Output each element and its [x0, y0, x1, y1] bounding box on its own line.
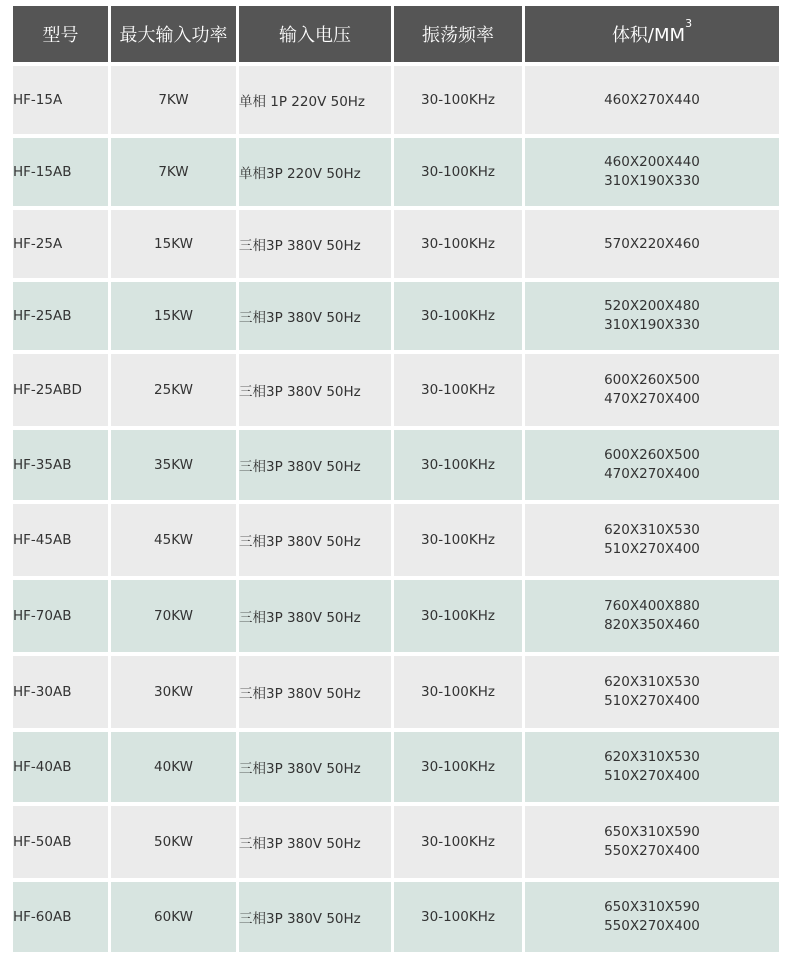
cell-volume	[525, 732, 779, 802]
cell-model: HF-70AB	[13, 580, 108, 652]
cell-model: HF-15AB	[13, 138, 108, 206]
cell-power: 45KW	[111, 504, 236, 576]
volume-line: 550X270X400	[604, 843, 700, 859]
volume-line: 820X350X460	[604, 617, 700, 633]
volume-line: 600X260X500	[604, 372, 700, 388]
cell-volume	[525, 66, 779, 134]
cell-frequency: 30-100KHz	[394, 882, 522, 952]
cell-frequency: 30-100KHz	[394, 806, 522, 878]
volume-line: 620X310X530	[604, 749, 700, 765]
cell-power: 30KW	[111, 656, 236, 728]
cell-voltage: 三相3P 380V 50Hz	[239, 580, 391, 652]
volume-line: 460X200X440	[604, 154, 700, 170]
cell-voltage: 三相3P 380V 50Hz	[239, 210, 391, 278]
volume-line: 470X270X400	[604, 466, 700, 482]
table-row	[13, 66, 779, 134]
cell-power: 60KW	[111, 882, 236, 952]
cell-power: 25KW	[111, 354, 236, 426]
cell-volume	[525, 354, 779, 426]
table-row	[13, 580, 779, 652]
cell-frequency: 30-100KHz	[394, 354, 522, 426]
cell-model: HF-40AB	[13, 732, 108, 802]
cell-frequency: 30-100KHz	[394, 282, 522, 350]
table-row	[13, 806, 779, 878]
cell-model: HF-15A	[13, 66, 108, 134]
volume-line: 310X190X330	[604, 317, 700, 333]
cell-power: 7KW	[111, 66, 236, 134]
volume-line: 510X270X400	[604, 693, 700, 709]
cell-model: HF-25ABD	[13, 354, 108, 426]
volume-line: 620X310X530	[604, 674, 700, 690]
cell-volume	[525, 210, 779, 278]
volume-line: 510X270X400	[604, 541, 700, 557]
cell-power: 50KW	[111, 806, 236, 878]
cell-volume	[525, 806, 779, 878]
cell-model: HF-50AB	[13, 806, 108, 878]
cell-voltage: 单相 1P 220V 50Hz	[239, 66, 391, 134]
spec-table	[10, 2, 782, 956]
volume-line: 760X400X880	[604, 598, 700, 614]
cell-volume	[525, 882, 779, 952]
cell-volume	[525, 430, 779, 500]
table-row	[13, 656, 779, 728]
table-row	[13, 138, 779, 206]
cell-frequency: 30-100KHz	[394, 210, 522, 278]
cell-model: HF-30AB	[13, 656, 108, 728]
cell-model: HF-45AB	[13, 504, 108, 576]
cell-power: 40KW	[111, 732, 236, 802]
cell-voltage: 三相3P 380V 50Hz	[239, 732, 391, 802]
cell-model: HF-60AB	[13, 882, 108, 952]
cell-power: 15KW	[111, 282, 236, 350]
cell-model: HF-35AB	[13, 430, 108, 500]
cell-frequency: 30-100KHz	[394, 656, 522, 728]
volume-line: 470X270X400	[604, 391, 700, 407]
cell-frequency: 30-100KHz	[394, 504, 522, 576]
volume-line: 650X310X590	[604, 824, 700, 840]
cell-voltage: 三相3P 380V 50Hz	[239, 806, 391, 878]
volume-line: 620X310X530	[604, 522, 700, 538]
cell-voltage: 三相3P 380V 50Hz	[239, 430, 391, 500]
cell-volume	[525, 580, 779, 652]
header-volume	[525, 6, 779, 62]
cell-power: 7KW	[111, 138, 236, 206]
table-row	[13, 732, 779, 802]
cell-frequency: 30-100KHz	[394, 138, 522, 206]
table-row	[13, 882, 779, 952]
cell-frequency: 30-100KHz	[394, 430, 522, 500]
table-row	[13, 430, 779, 500]
cell-volume	[525, 138, 779, 206]
cell-power: 15KW	[111, 210, 236, 278]
cell-power: 35KW	[111, 430, 236, 500]
cell-voltage: 三相3P 380V 50Hz	[239, 354, 391, 426]
cell-voltage: 三相3P 380V 50Hz	[239, 282, 391, 350]
header-power: 最大输入功率	[111, 6, 236, 62]
volume-line: 650X310X590	[604, 899, 700, 915]
cell-voltage: 三相3P 380V 50Hz	[239, 504, 391, 576]
cell-volume	[525, 282, 779, 350]
table-row	[13, 354, 779, 426]
cell-frequency: 30-100KHz	[394, 66, 522, 134]
cell-volume	[525, 504, 779, 576]
cell-voltage: 三相3P 380V 50Hz	[239, 882, 391, 952]
volume-line: 600X260X500	[604, 447, 700, 463]
header-model: 型号	[13, 6, 108, 62]
table-row	[13, 210, 779, 278]
volume-line: 460X270X440	[604, 91, 700, 108]
header-volume-label: 体积/MM	[611, 25, 686, 46]
header-voltage: 输入电压	[239, 6, 391, 62]
cell-frequency: 30-100KHz	[394, 732, 522, 802]
table-row	[13, 504, 779, 576]
cell-model: HF-25AB	[13, 282, 108, 350]
header-frequency: 振荡频率	[394, 6, 522, 62]
volume-line: 570X220X460	[604, 235, 700, 252]
volume-line: 510X270X400	[604, 768, 700, 784]
header-volume-sup: 3	[685, 17, 693, 30]
table-row	[13, 282, 779, 350]
header-row	[13, 6, 779, 62]
cell-model: HF-25A	[13, 210, 108, 278]
volume-line: 520X200X480	[604, 298, 700, 314]
cell-frequency: 30-100KHz	[394, 580, 522, 652]
cell-voltage: 三相3P 380V 50Hz	[239, 656, 391, 728]
volume-line: 310X190X330	[604, 173, 700, 189]
cell-power: 70KW	[111, 580, 236, 652]
volume-line: 550X270X400	[604, 918, 700, 934]
cell-voltage: 单相3P 220V 50Hz	[239, 138, 391, 206]
cell-volume	[525, 656, 779, 728]
